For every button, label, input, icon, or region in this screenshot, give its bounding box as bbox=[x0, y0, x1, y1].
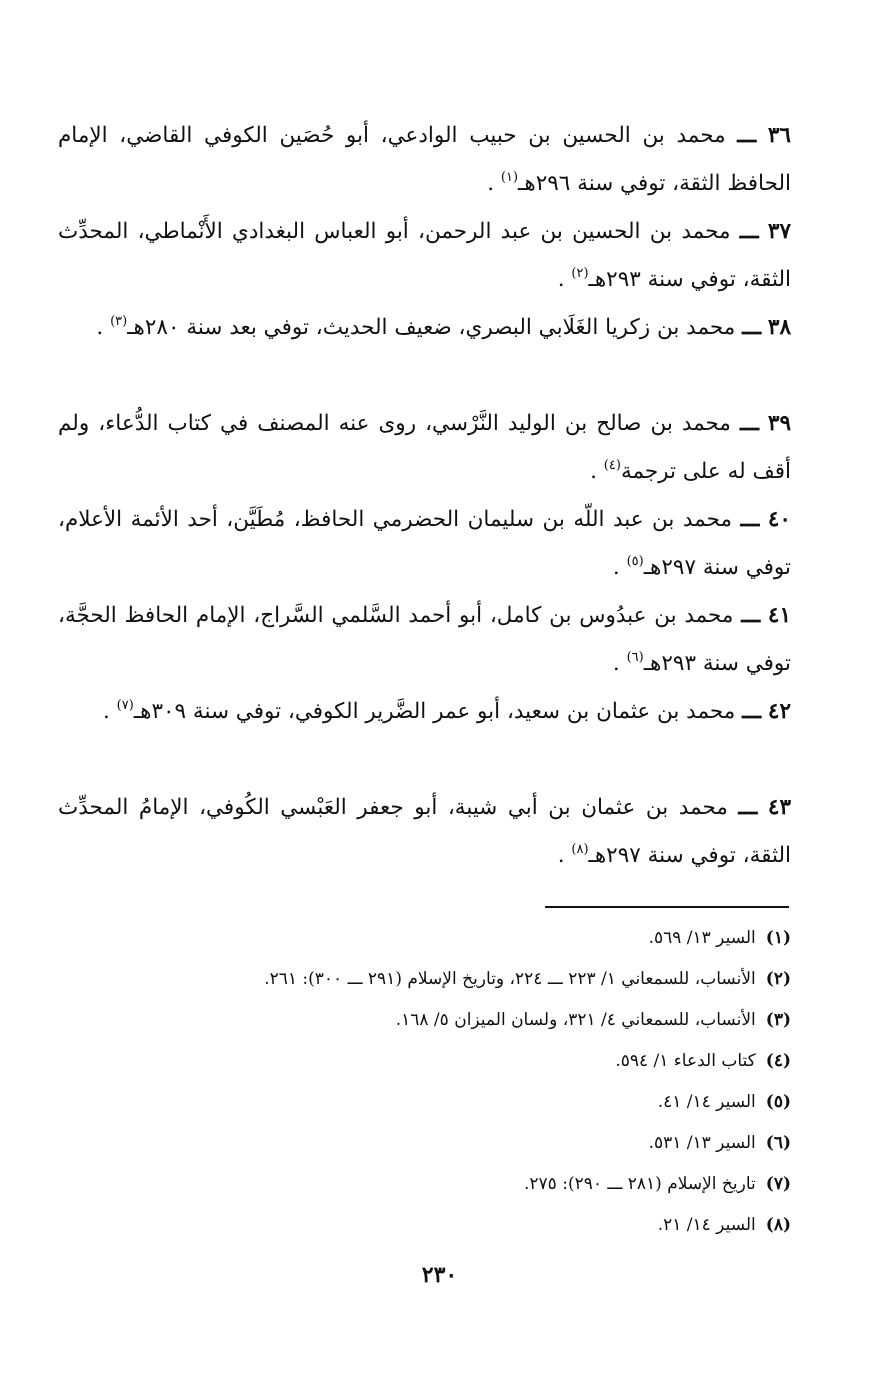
footnote-reference[interactable]: (٧) bbox=[116, 698, 134, 713]
entry-end: . bbox=[102, 699, 110, 724]
entry-number: ٣٨ bbox=[767, 315, 791, 340]
entry-number: ٣٧ bbox=[767, 219, 791, 244]
footnote-number: (١) bbox=[765, 928, 791, 948]
footnote-reference[interactable]: (٣) bbox=[110, 314, 128, 329]
footnote-number: (٥) bbox=[765, 1092, 791, 1112]
footnote-number: (٣) bbox=[765, 1010, 791, 1030]
footnote-5 bbox=[58, 1082, 791, 1123]
entry-separator: ـــ bbox=[740, 507, 760, 532]
page-number: ٢٣٠ bbox=[421, 1262, 458, 1288]
entry-separator: ـــ bbox=[741, 603, 761, 628]
footnote-number: (٦) bbox=[765, 1133, 791, 1153]
entry-end: . bbox=[612, 651, 620, 676]
entry-number: ٣٦ bbox=[767, 123, 791, 148]
entry-separator: ـــ bbox=[738, 795, 758, 820]
entry-36 bbox=[58, 112, 791, 208]
entry-separator: ـــ bbox=[737, 123, 757, 148]
footnote-7 bbox=[58, 1164, 791, 1205]
footnote-reference[interactable]: (٤) bbox=[603, 458, 621, 473]
footnote-text: السير ١٤/ ٢١. bbox=[657, 1215, 756, 1235]
footnote-8 bbox=[58, 1205, 791, 1246]
entry-text: محمد بن عبد اللّه بن سليمان الحضرمي الحافظ، مُطَيَّن، أحد الأئمة الأعلام، توفي سنة ٢٩٧هـ bbox=[58, 507, 791, 580]
footnote-4 bbox=[58, 1041, 791, 1082]
entry-separator: ـــ bbox=[742, 699, 762, 724]
entry-38 bbox=[58, 304, 791, 400]
footnote-6 bbox=[58, 1123, 791, 1164]
footnote-reference[interactable]: (١) bbox=[500, 170, 519, 185]
entry-end: . bbox=[557, 267, 565, 292]
entry-text: محمد بن زكريا الغَلَابي البصري، ضعيف الحديث، توفي بعد سنة ٢٨٠هـ bbox=[127, 315, 736, 340]
footnote-divider bbox=[545, 906, 789, 908]
footnote-text: تاريخ الإسلام (٢٨١ ـــ ٢٩٠): ٢٧٥. bbox=[524, 1174, 756, 1194]
footnote-reference[interactable]: (٨) bbox=[571, 842, 589, 857]
entry-end: . bbox=[557, 843, 565, 868]
entry-number: ٤١ bbox=[767, 603, 791, 628]
footnote-number: (٨) bbox=[765, 1215, 791, 1235]
entry-text: محمد بن عثمان بن سعيد، أبو عمر الضَّرير الكوفي، توفي سنة ٣٠٩هـ bbox=[133, 699, 736, 724]
entry-number: ٤٢ bbox=[767, 699, 791, 724]
entry-number: ٣٩ bbox=[767, 411, 791, 436]
entry-end: . bbox=[612, 555, 620, 580]
footnote-text: الأنساب، للسمعاني ١/ ٢٢٣ ـــ ٢٢٤، وتاريخ الإسلام (٢٩١ ـــ ٣٠٠): ٢٦١. bbox=[264, 969, 756, 989]
footnotes-list bbox=[58, 918, 791, 1246]
footnote-text: السير ١٤/ ٤١. bbox=[657, 1092, 756, 1112]
footnote-3 bbox=[58, 1000, 791, 1041]
entry-37 bbox=[58, 208, 791, 304]
footnote-number: (٧) bbox=[765, 1174, 791, 1194]
footnote-1 bbox=[58, 918, 791, 959]
entry-42 bbox=[58, 688, 791, 784]
entry-separator: ـــ bbox=[739, 411, 759, 436]
biography-entries bbox=[58, 112, 791, 880]
footnote-2 bbox=[58, 959, 791, 1000]
entry-text: محمد بن عثمان بن أبي شيبة، أبو جعفر العَبْسي الكُوفي، الإمامُ المحدِّث الثقة، توفي سنة ٢٩٧هـ bbox=[58, 795, 791, 868]
entry-39 bbox=[58, 400, 791, 496]
footnote-text: كتاب الدعاء ١/ ٥٩٤. bbox=[615, 1051, 756, 1071]
footnote-number: (٤) bbox=[765, 1051, 791, 1071]
entry-end: . bbox=[487, 171, 495, 196]
entry-43 bbox=[58, 784, 791, 880]
entry-number: ٤٣ bbox=[767, 795, 791, 820]
entry-text: محمد بن صالح بن الوليد النَّرْسي، روى عنه المصنف في كتاب الدُّعاء، ولم أقف له على ترجمة bbox=[58, 411, 791, 484]
footnote-reference[interactable]: (٢) bbox=[571, 266, 589, 281]
entry-text: محمد بن الحسين بن حبيب الوادعي، أبو حُصَين الكوفي القاضي، الإمام الحافظ الثقة، توفي سنة ٢٩٦هـ bbox=[58, 123, 791, 196]
footnote-text: السير ١٣/ ٥٣١. bbox=[648, 1133, 756, 1153]
entry-text: محمد بن عبدُوس بن كامل، أبو أحمد السَّلمي السَّراج، الإمام الحافظ الحجَّة، توفي سنة ٢٩٣هـ bbox=[58, 603, 791, 676]
footnote-text: السير ١٣/ ٥٦٩. bbox=[648, 928, 756, 948]
entry-separator: ـــ bbox=[739, 219, 759, 244]
entry-number: ٤٠ bbox=[767, 507, 791, 532]
entry-text: محمد بن الحسين بن عبد الرحمن، أبو العباس البغدادي الأَنْماطي، المحدِّث الثقة، توفي سنة ٢٩٣هـ bbox=[58, 219, 791, 292]
entry-40 bbox=[58, 496, 791, 592]
footnote-text: الأنساب، للسمعاني ٤/ ٣٢١، ولسان الميزان ٥/ ١٦٨. bbox=[395, 1010, 756, 1030]
entry-separator: ـــ bbox=[742, 315, 762, 340]
footnote-reference[interactable]: (٥) bbox=[626, 554, 644, 569]
entry-end: . bbox=[590, 459, 597, 484]
entry-41 bbox=[58, 592, 791, 688]
footnote-reference[interactable]: (٦) bbox=[626, 650, 644, 665]
entry-end: . bbox=[96, 315, 104, 340]
footnote-number: (٢) bbox=[765, 969, 791, 989]
